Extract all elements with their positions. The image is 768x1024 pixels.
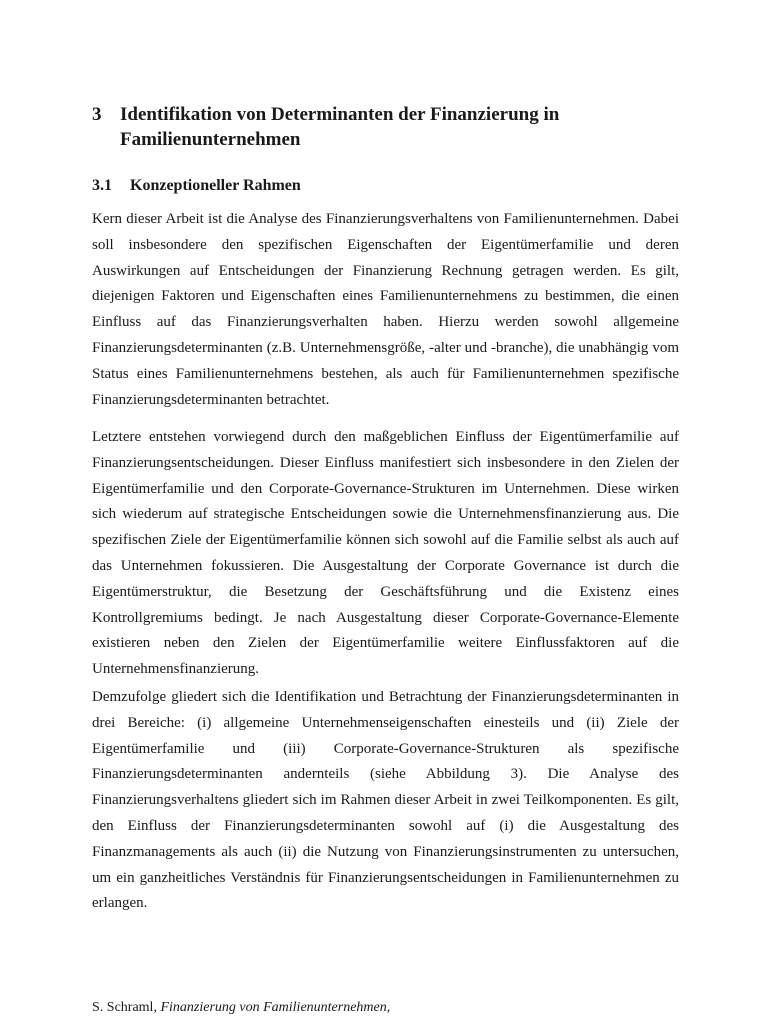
body-paragraph-2: Letztere entstehen vorwiegend durch den maßgeblichen Einfluss der Eigentümerfamilie auf Finanzierungsentscheidungen. Dieser Einfluss manifestiert sich insbesondere in den Zielen der Eigentümerfamilie und den Corporate-Governance-Strukturen im Unternehmen. Diese wirken sich wiederum auf strategische Entscheidungen sowie die Unternehmensfinanzierung aus. Die spezifischen Ziele der Eigentümerfamilie können sich sowohl auf die Familie selbst als auch auf das Unternehmen fokussieren. Die Ausgestaltung der Corporate Governance ist durch die Eigentümerstruktur, die Besetzung der Geschäftsführung und die Existenz eines Kontrollgremiums bedingt. Je nach Ausgestaltung dieser Corporate-Governance-Elemente existieren neben den Zielen der Eigentümerfamilie weitere Einflussfaktoren auf die Unternehmensfinanzierung. — [92, 429, 679, 678]
chapter-number: 3 — [92, 104, 102, 125]
section-number: 3.1 — [92, 177, 112, 194]
section-title: Konzeptioneller Rahmen — [130, 177, 301, 194]
chapter-title: Identifikation von Determinanten der Finanzierung in Familienunternehmen — [120, 104, 560, 150]
chapter-heading — [92, 102, 692, 152]
footer-book-title: Finanzierung von Familienunternehmen, — [160, 1000, 391, 1015]
footer-author: S. Schraml, — [92, 1000, 157, 1015]
body-paragraph-3: Demzufolge gliedert sich die Identifikation und Betrachtung der Finanzierungsdeterminanten in drei Bereiche: (i) allgemeine Unternehmenseigenschaften einesteils und (ii) Ziele der Eigentümerfamilie und (iii) Corporate-Governance-Strukturen als spezifische Finanzierungsdeterminanten andernteils (siehe Abbildung 3). Die Analyse des Finanzierungsverhaltens gliedert sich im Rahmen dieser Arbeit in zwei Teilkomponenten. Es gilt, den Einfluss der Finanzierungsdeterminanten sowohl auf (i) die Ausgestaltung des Finanzmanagements als auch (ii) die Nutzung von Finanzierungsinstrumenten zu untersuchen, um ein ganzheitliches Verständnis für Finanzierungsentscheidungen in Familienunternehmen zu erlangen. — [92, 689, 679, 912]
body-paragraph-1: Kern dieser Arbeit ist die Analyse des Finanzierungsverhaltens von Familienunternehmen. Dabei soll insbesondere den spezifischen Eigenschaften der Eigentümerfamilie und deren Auswirkungen auf Entscheidungen der Finanzierung Rechnung getragen werden. Es gilt, diejenigen Faktoren und Eigenschaften eines Familienunternehmens zu bestimmen, die einen Einfluss auf das Finanzierungsverhalten haben. Hierzu werden sowohl allgemeine Finanzierungsdeterminanten (z.B. Unternehmensgröße, -alter und -branche), die unabhängig vom Status eines Familienunternehmens bestehen, als auch für Familienunternehmen spezifische Finanzierungsdeterminanten betrachtet. — [92, 211, 679, 408]
section-heading — [92, 175, 692, 197]
citation-footer — [92, 998, 692, 1018]
